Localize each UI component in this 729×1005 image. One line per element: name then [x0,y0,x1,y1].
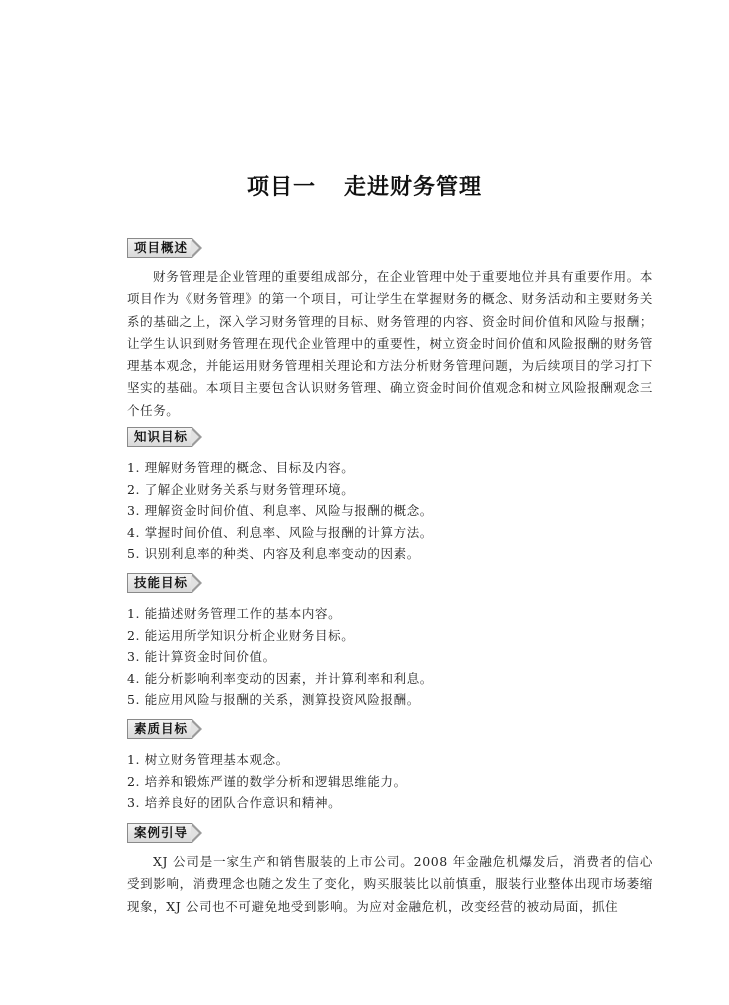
badge-arrow-icon [192,238,202,258]
list-item: 5. 能应用风险与报酬的关系，测算投资风险报酬。 [127,692,420,708]
project-name: 走进财务管理 [344,175,483,200]
list-item: 1. 树立财务管理基本观念。 [127,752,289,767]
section-heading: 素质目标 [127,719,192,739]
quality-list [127,749,653,814]
overview-text: 财务管理是企业管理的重要组成部分，在企业管理中处于重要地位并具有重要作用。本项目作为《财务管理》的第一个项目，可让学生在掌握财务的概念、财务活动和主要财务关系的基础之上，深入学习财务管理的目标、财务管理的内容、资金时间价值和风险与报酬；让学生认识到财务管理在现代企业管理中的重要性，树立资金时间价值和风险报酬的财务管理基本观念，并能运用财务管理相关理论和方法分析财务管理问题，为后续项目的学习打下坚实的基础。本项目主要包含认识财务管理、确立资金时间价值观念和树立风险报酬观念三个任务。 [127,269,653,418]
list-item: 4. 掌握时间价值、利息率、风险与报酬的计算方法。 [127,524,433,540]
knowledge-list [127,457,653,565]
case-paragraph [127,851,653,918]
overview-paragraph [127,266,653,422]
skills-list [127,603,653,711]
section-badge-overview [127,238,202,258]
section-badge-skills [127,573,202,593]
list-item: 1. 能描述财务管理工作的基本内容。 [127,606,342,621]
badge-arrow-icon [192,719,202,739]
page-title [0,170,729,201]
list-item: 4. 能分析影响利率变动的因素，并计算利率和利息。 [127,670,433,686]
section-heading: 案例引导 [127,823,192,843]
list-item: 2. 能运用所学知识分析企业财务目标。 [127,627,355,643]
list-item: 3. 培养良好的团队合作意识和精神。 [127,795,342,811]
section-heading: 知识目标 [127,427,192,447]
case-text: XJ 公司是一家生产和销售服装的上市公司。2008 年金融危机爆发后，消费者的信心受到影响，消费理念也随之发生了变化，购买服装比以前慎重，服装行业整体出现市场萎缩现象，XJ 公司也不可避免地受到影响。为应对金融危机，改变经营的被动局面，抓住 [127,854,653,914]
list-item: 2. 培养和锻炼严谨的数学分析和逻辑思维能力。 [127,773,407,789]
section-badge-case [127,823,202,843]
list-item: 2. 了解企业财务关系与财务管理环境。 [127,481,355,497]
list-item: 3. 理解资金时间价值、利息率、风险与报酬的概念。 [127,503,433,519]
section-badge-quality [127,719,202,739]
section-heading: 项目概述 [127,238,192,258]
section-heading: 技能目标 [127,573,192,593]
section-badge-knowledge [127,427,202,447]
badge-arrow-icon [192,573,202,593]
list-item: 1. 理解财务管理的概念、目标及内容。 [127,460,355,475]
project-number: 项目一 [246,175,316,200]
badge-arrow-icon [192,823,202,843]
badge-arrow-icon [192,427,202,447]
list-item: 5. 识别利息率的种类、内容及利息率变动的因素。 [127,546,420,562]
list-item: 3. 能计算资金时间价值。 [127,649,276,665]
